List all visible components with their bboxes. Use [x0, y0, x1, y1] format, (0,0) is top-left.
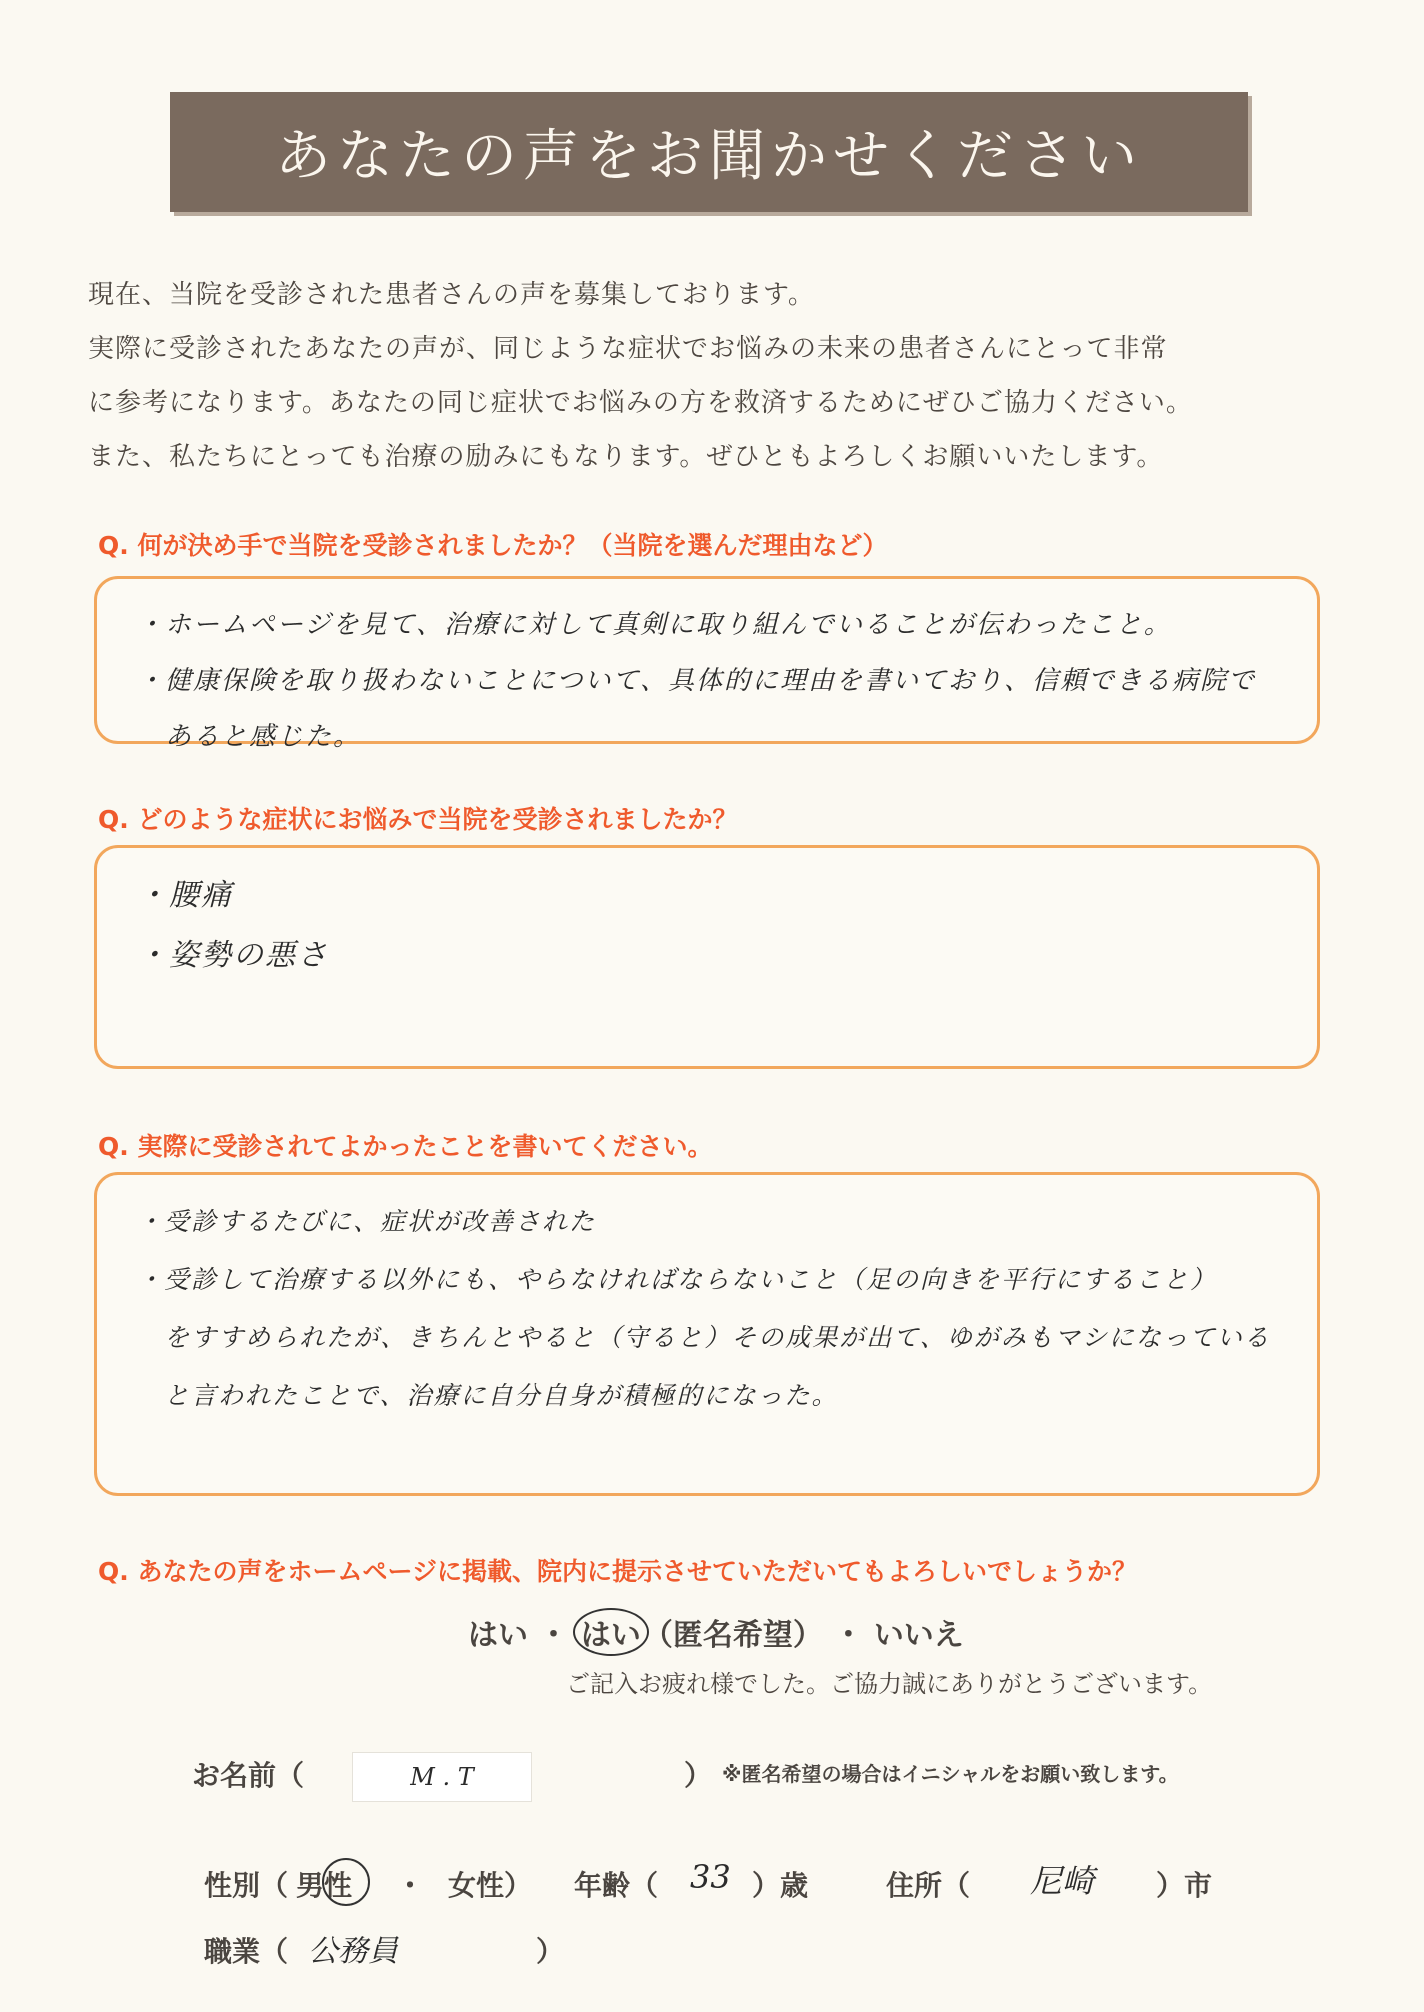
question-3: Q. 実際に受診されてよかったことを書いてください。: [98, 1132, 713, 1161]
gender-separator: ・: [396, 1869, 425, 1902]
answer-line: ・受診するたびに、症状が改善された: [137, 1207, 597, 1236]
gender-male-selected[interactable]: 男性: [296, 1869, 353, 1902]
option-yes-anonymous-suffix: （匿名希望）: [642, 1618, 823, 1653]
intro-line: また、私たちにとっても治療の励みにもなります。ぜひともよろしくお願いいたします。: [88, 442, 1164, 472]
gender-female[interactable]: 女性）: [448, 1869, 533, 1902]
thanks-message: ご記入お疲れ様でした。ご協力誠にありがとうございます。: [566, 1670, 1213, 1698]
answer-2-text: [137, 866, 1277, 986]
title-banner: [170, 92, 1248, 212]
answer-1-text: [137, 597, 1277, 765]
question-4: Q. あなたの声をホームページに掲載、院内に提示させていただいてもよろしいでしょうか？: [98, 1557, 1137, 1586]
intro-line: に参考になります。あなたの同じ症状でお悩みの方を救済するためにぜひご協力ください。: [88, 388, 1193, 418]
answer-line: と言われたことで、治療に自分自身が積極的になった。: [137, 1381, 839, 1410]
question-1: Q. 何が決め手で当院を受診されましたか？（当院を選んだ理由など）: [98, 531, 888, 560]
gender-label: 性別（: [204, 1869, 289, 1902]
question-2: Q. どのような症状にお悩みで当院を受診されましたか？: [98, 805, 738, 834]
name-label: お名前（: [192, 1759, 305, 1792]
name-note: ※匿名希望の場合はイニシャルをお願い致します。: [722, 1762, 1179, 1786]
age-label: 年齢（: [574, 1869, 659, 1902]
name-field[interactable]: [352, 1752, 532, 1802]
option-yes-anonymous-selected[interactable]: はい: [573, 1608, 649, 1656]
name-value: M . T: [410, 1763, 474, 1791]
address-label: 住所（: [886, 1869, 971, 1902]
address-value[interactable]: 尼崎: [1030, 1862, 1095, 1900]
option-yes[interactable]: はい: [468, 1618, 528, 1653]
consent-options: [468, 1608, 964, 1656]
answer-line: ・ホームページを見て、治療に対して真剣に取り組んでいることが伝わったこと。: [137, 610, 1172, 640]
age-value[interactable]: 33: [690, 1858, 731, 1896]
age-close: ）歳: [752, 1869, 809, 1902]
answer-3-text: [137, 1193, 1277, 1425]
answer-line: ・腰痛: [137, 878, 233, 913]
answer-box-2[interactable]: [94, 845, 1320, 1069]
name-close: ）: [684, 1759, 713, 1792]
answer-line: ・姿勢の悪さ: [137, 938, 329, 973]
intro-line: 現在、当院を受診された患者さんの声を募集しております。: [88, 280, 815, 310]
page-title: あなたの声をお聞かせください: [275, 124, 1143, 189]
intro-line: 実際に受診されたあなたの声が、同じような症状でお悩みの未来の患者さんにとって非常: [88, 334, 1168, 364]
intro-text: [88, 268, 1338, 484]
address-close: ）市: [1156, 1869, 1213, 1902]
option-separator: ・: [538, 1618, 569, 1653]
answer-line: ・受診して治療する以外にも、やらなければならないこと（足の向きを平行にすること）: [137, 1265, 1218, 1294]
answer-box-1[interactable]: [94, 576, 1320, 752]
answer-line: ・健康保険を取り扱わないことについて、具体的に理由を書いており、信頼できる病院で: [137, 666, 1256, 696]
option-no[interactable]: いいえ: [873, 1618, 964, 1653]
answer-line: あると感じた。: [137, 722, 362, 752]
answer-line: をすすめられたが、きちんとやると（守ると）その成果が出て、ゆがみもマシになっている: [137, 1323, 1271, 1352]
job-value[interactable]: 公務員: [308, 1934, 398, 1969]
job-label: 職業（: [204, 1935, 289, 1968]
answer-box-3[interactable]: [94, 1172, 1320, 1496]
selection-circle: [322, 1858, 370, 1906]
option-separator: ・: [833, 1618, 864, 1653]
job-close: ）: [536, 1935, 565, 1968]
